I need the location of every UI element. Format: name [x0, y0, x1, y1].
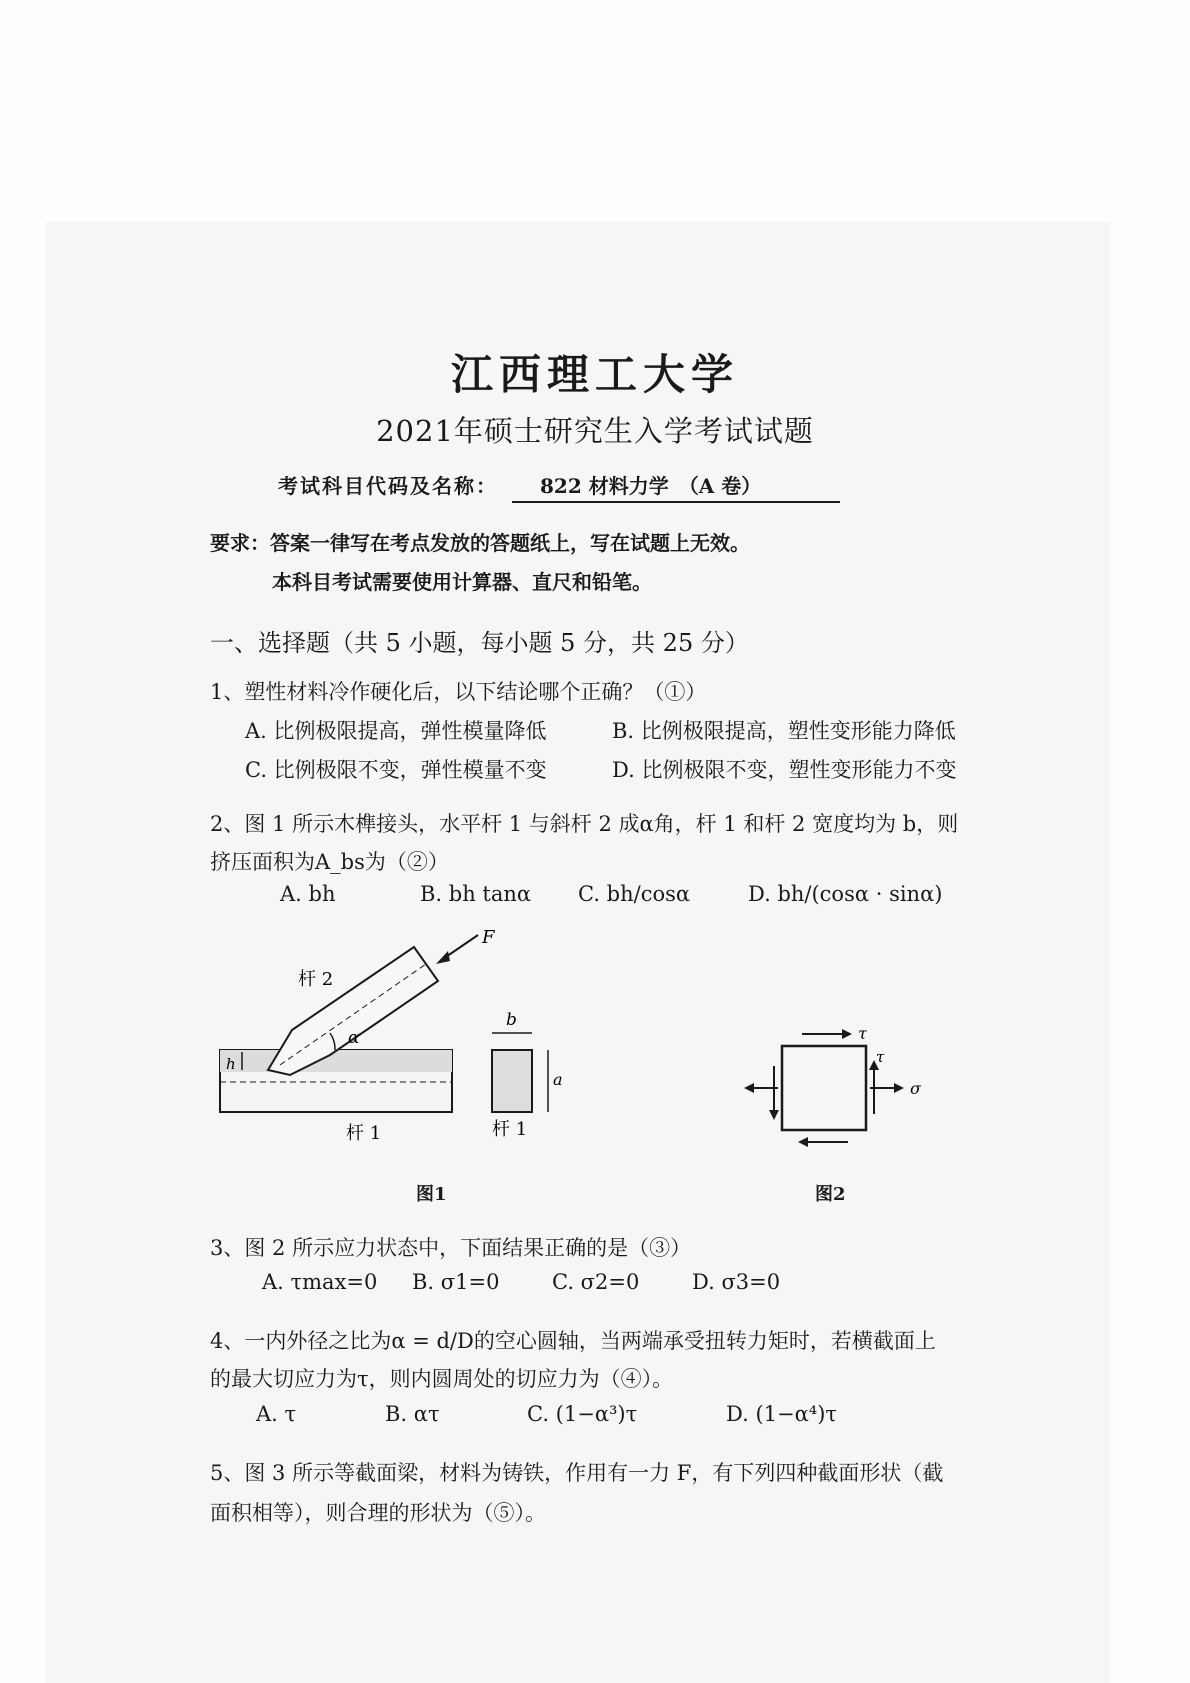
section-title: 一、选择题（共 5 小题，每小题 5 分，共 25 分）	[210, 629, 749, 657]
right-tau-label: τ	[876, 1048, 885, 1066]
question-3-stem: 3、图 2 所示应力状态中，下面结果正确的是（③）	[210, 1236, 692, 1260]
rod-2-label: 杆 2	[298, 969, 334, 990]
question-5-stem-line-1: 5、图 3 所示等截面梁，材料为铸铁，作用有一力 F，有下列四种截面形状（截	[210, 1461, 944, 1485]
h-label: h	[226, 1055, 236, 1073]
question-1-option-b: B. 比例极限提高，塑性变形能力降低	[612, 719, 956, 743]
question-1-option-c: C. 比例极限不变，弹性模量不变	[245, 758, 547, 782]
question-4-stem-line-1: 4、一内外径之比为α = d/D的空心圆轴，当两端承受扭转力矩时，若横截面上	[210, 1329, 936, 1353]
left-shear-arrowhead	[769, 1110, 779, 1120]
subject-value: 822 材料力学 （A 卷）	[512, 470, 840, 503]
figure-1-caption: 图1	[416, 1184, 447, 1205]
question-4-option-d: D. (1−α⁴)τ	[726, 1402, 837, 1426]
rod-1-cross-section	[492, 1050, 532, 1112]
question-2-stem-line-1: 2、图 1 所示木榫接头，水平杆 1 与斜杆 2 成α角，杆 1 和杆 2 宽度均为 b，则	[210, 812, 959, 836]
question-1-option-d: D. 比例极限不变，塑性变形能力不变	[612, 758, 957, 782]
question-2-option-c: C. bh/cosα	[578, 882, 691, 906]
question-4-stem-line-2: 的最大切应力为τ，则内圆周处的切应力为（④）。	[210, 1367, 674, 1391]
school-name: 江西理工大学	[450, 350, 739, 399]
question-2-option-b: B. bh tanα	[420, 882, 532, 906]
question-1-option-a: A. 比例极限提高，弹性模量降低	[245, 719, 547, 743]
rod-1-label: 杆 1	[346, 1123, 382, 1144]
question-5-stem-line-2: 面积相等），则合理的形状为（⑤）。	[210, 1501, 546, 1525]
rod-1-notch-shade	[220, 1050, 452, 1072]
figure-2-diagram	[730, 1020, 940, 1170]
sigma-label: σ	[910, 1079, 921, 1098]
question-2-option-a: A. bh	[280, 882, 336, 906]
requirement-line-2: 本科目考试需要使用计算器、直尺和铅笔。	[272, 570, 652, 594]
question-4-option-b: B. ατ	[385, 1402, 440, 1426]
question-3-option-a: A. τmax=0	[262, 1270, 378, 1294]
top-tau-label: τ	[858, 1024, 867, 1043]
stress-element	[782, 1046, 866, 1130]
question-4-option-c: C. (1−α³)τ	[527, 1402, 638, 1426]
rod-1-section-label: 杆 1	[492, 1119, 528, 1140]
a-label: a	[553, 1070, 563, 1089]
figure-1-diagram	[210, 925, 590, 1155]
top-shear-arrowhead	[842, 1029, 852, 1039]
question-3-option-c: C. σ2=0	[552, 1270, 640, 1294]
right-normal-arrowhead	[894, 1083, 904, 1093]
force-arrow-head	[436, 951, 450, 964]
exam-title: 2021年硕士研究生入学考试试题	[376, 414, 814, 448]
subject-label: 考试科目代码及名称：	[278, 474, 498, 498]
bottom-shear-arrowhead	[798, 1137, 808, 1147]
requirement-line-1: 要求：答案一律写在考点发放的答题纸上，写在试题上无效。	[210, 531, 750, 555]
angle-label: α	[348, 1028, 360, 1048]
question-3-option-d: D. σ3=0	[692, 1270, 781, 1294]
question-3-option-b: B. σ1=0	[412, 1270, 500, 1294]
subject-line	[278, 470, 840, 503]
question-4-option-a: A. τ	[256, 1402, 297, 1426]
question-2-option-d: D. bh/(cosα · sinα)	[748, 882, 943, 906]
question-2-stem-line-2: 挤压面积为A_bs为（②）	[210, 850, 449, 874]
question-1-stem: 1、塑性材料冷作硬化后，以下结论哪个正确？（①）	[210, 680, 707, 704]
force-label: F	[482, 927, 495, 948]
b-label: b	[506, 1010, 517, 1030]
left-normal-arrowhead	[744, 1083, 754, 1093]
figure-2-caption: 图2	[815, 1184, 846, 1205]
